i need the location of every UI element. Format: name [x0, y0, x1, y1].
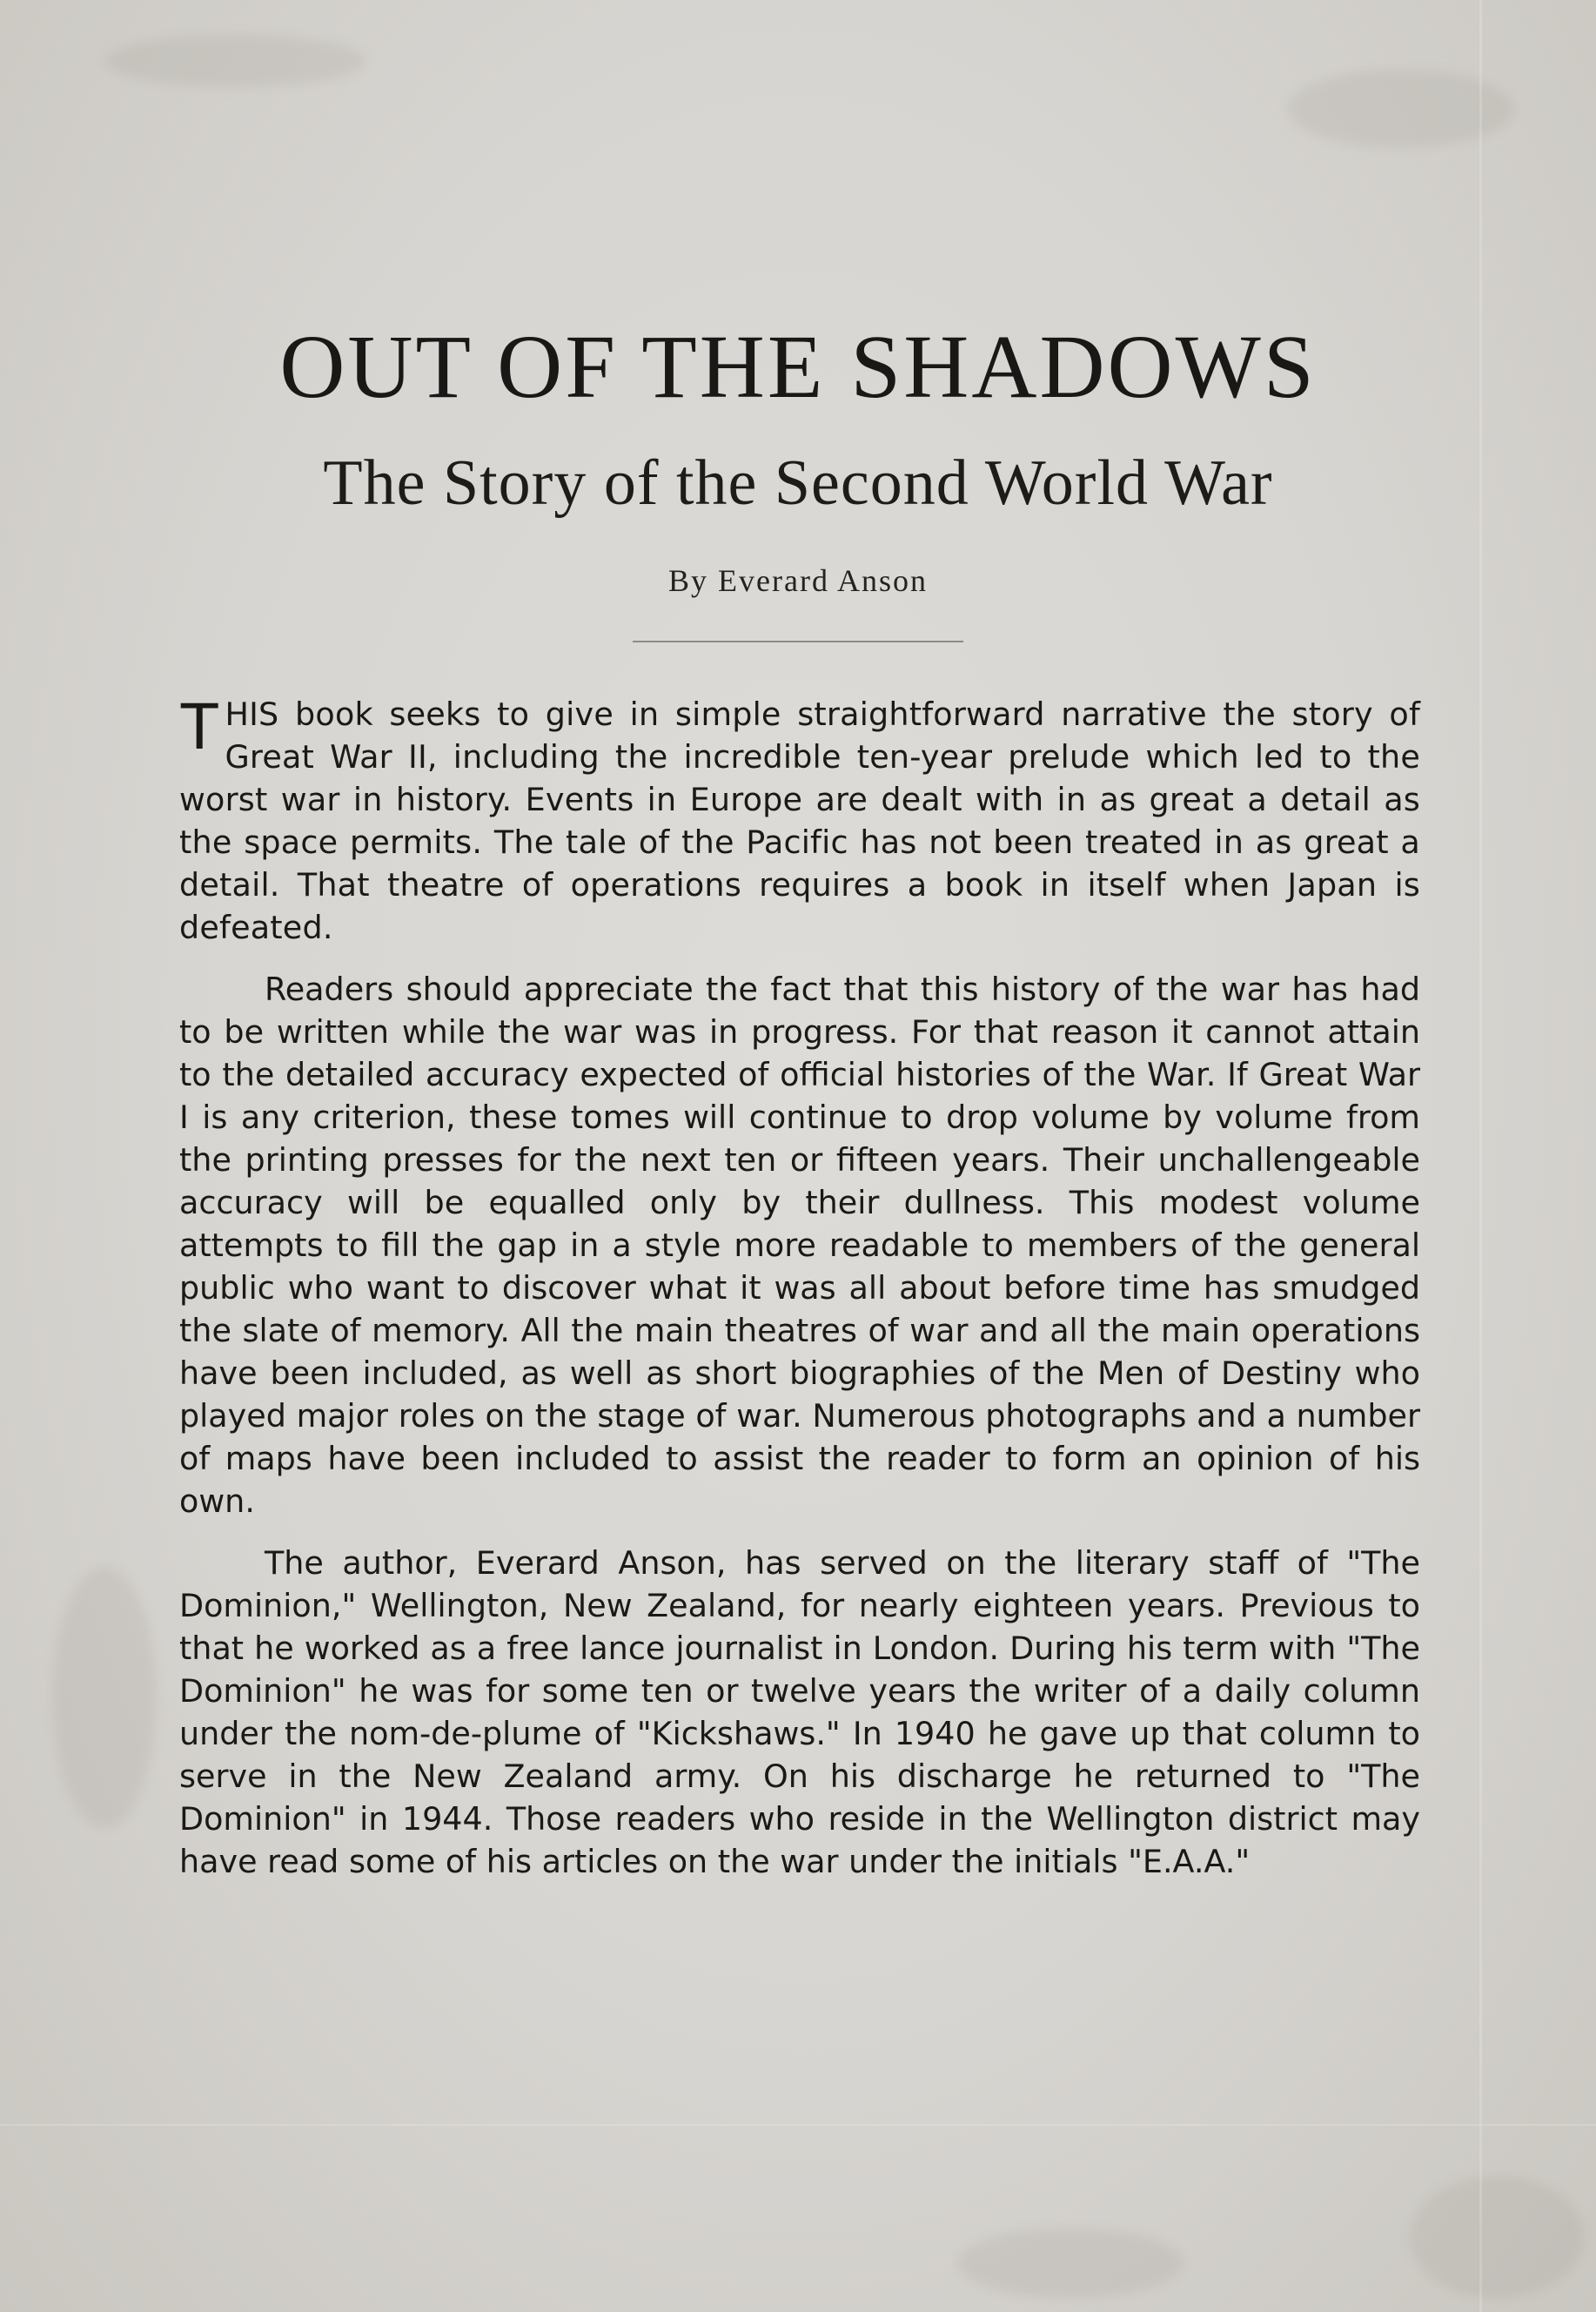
- title-block: [0, 317, 1596, 642]
- paragraph-author: The author, Everard Anson, has served on the literary staff of "The Dominion," Wellington, New Zealand, for nearly eighteen years. Previous to that he worked as a free lance journalist in London. During his term with "The Dominion" he was for some ten or twelve years the writer of a daily column under the nom-de-plume of "Kickshaws." In 1940 he gave up that column to serve in the New Zealand army. On his discharge he returned to "The Dominion" in 1944. Those readers who reside in the Wellington district may have read some of his articles on the war under the initials "E.A.A.": [179, 1544, 1420, 1880]
- paper-stain: [104, 35, 365, 87]
- paper-stain: [1410, 2176, 1584, 2298]
- paragraph-intro: [179, 689, 1420, 949]
- paper-stain: [957, 2228, 1184, 2298]
- author-byline: By Everard Anson: [668, 563, 928, 598]
- paper-crease: [0, 2124, 1596, 2126]
- book-title: OUT OF THE SHADOWS: [279, 317, 1317, 417]
- blurb-text: [179, 689, 1420, 1902]
- book-subtitle: The Story of the Second World War: [323, 447, 1273, 519]
- drop-cap: T: [179, 689, 220, 763]
- paragraph-text: HIS book seeks to give in simple straightforward narrative the story of Great War II, including the incredible ten-year prelude which led to the worst war in history. Events in Europe are dealt with in as great a detail as the space permits. The tale of the Pacific has not been treated in as great a detail. That theatre of operations requires a book in itself when Japan is defeated.: [179, 696, 1420, 946]
- paper-stain: [52, 1567, 157, 1828]
- divider-rule: [633, 641, 963, 642]
- paragraph-readers: Readers should appreciate the fact that this history of the war has had to be written while the war was in progress. For that reason it cannot attain to the detailed accuracy expected of official histories of the War. If Great War I is any criterion, these tomes will continue to drop volume by volume from the printing presses for the next ten or fifteen years. Their unchallengeable accuracy will be equalled only by their dullness. This modest volume attempts to fill the gap in a style more readable to members of the general public who want to discover what it was all about before time has smudged the slate of memory. All the main theatres of war and all the main operations have been included, as well as short biographies of the Men of Destiny who played major roles on the stage of war. Numerous photographs and a number of maps have been included to assist the reader to form an opinion of his own.: [179, 971, 1420, 1520]
